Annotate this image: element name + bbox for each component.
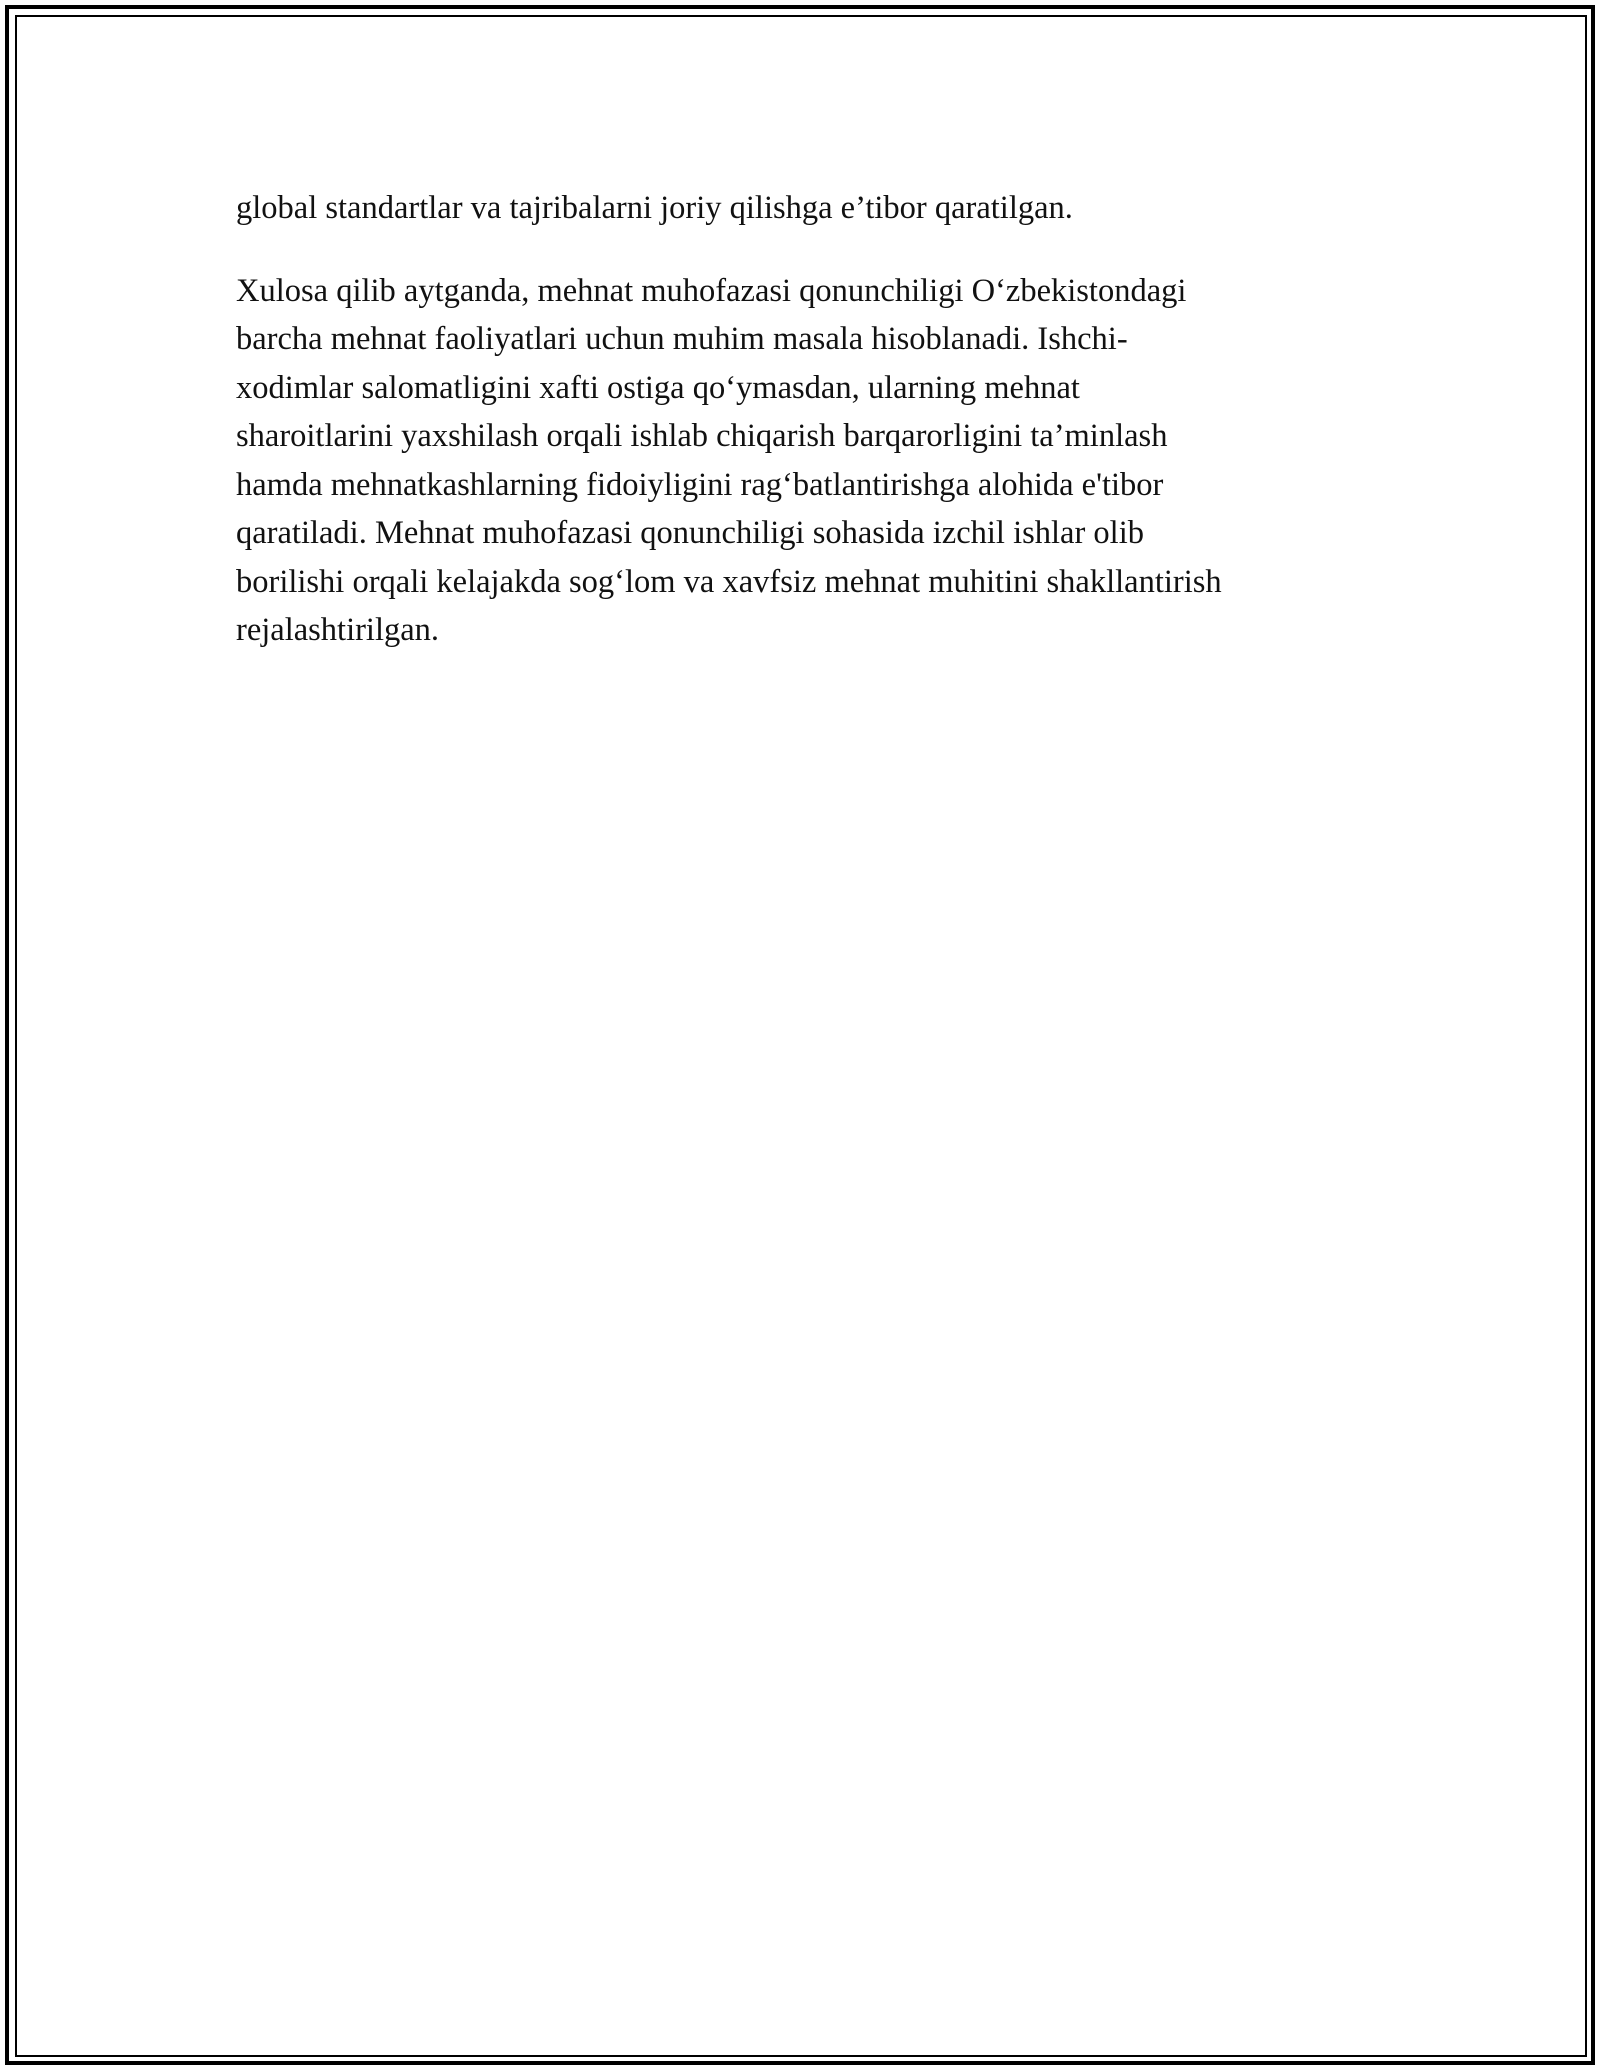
text-line: barcha mehnat faoliyatlari uchun muhim masala hisoblanadi. Ishchi- — [236, 321, 1128, 357]
text-line: Xulosa qilib aytganda, mehnat muhofazasi qonunchiligi O‘zbekistondagi — [236, 272, 1187, 309]
paragraph-conclusion — [236, 267, 1376, 655]
text-line: borilishi orqali kelajakda sog‘lom va xavfsiz mehnat muhitini shakllantirish — [236, 563, 1222, 600]
document-body — [236, 184, 1376, 655]
text-line: sharoitlarini yaxshilash orqali ishlab chiqarish barqarorligini ta’minlash — [236, 418, 1168, 454]
text-line: xodimlar salomatligini xafti ostiga qo‘ymasdan, ularning mehnat — [236, 369, 1080, 406]
text-line: rejalashtirilgan. — [236, 612, 440, 648]
text-line: qaratiladi. Mehnat muhofazasi qonunchiligi sohasida izchil ishlar olib — [236, 515, 1144, 551]
paragraph-continuation — [236, 184, 1376, 233]
text-line: global standartlar va tajribalarni joriy qilishga e’tibor qaratilgan. — [236, 190, 1073, 226]
text-line: hamda mehnatkashlarning fidoiyligini rag‘batlantirishga alohida e'tibor — [236, 466, 1164, 503]
